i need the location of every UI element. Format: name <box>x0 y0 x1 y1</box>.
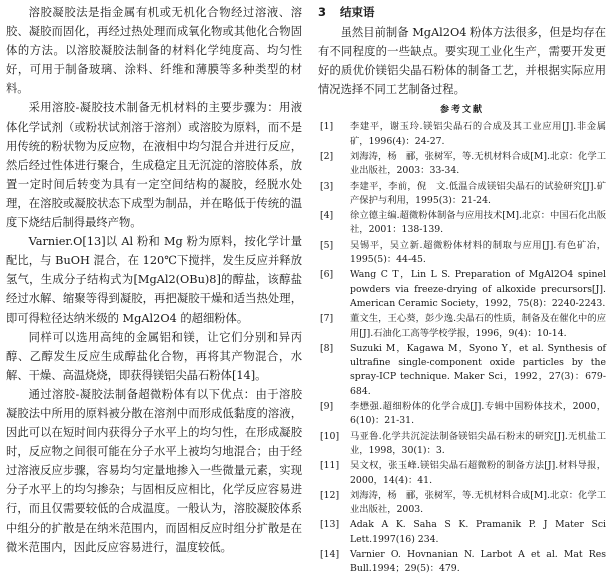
reference-number: [10] <box>320 430 340 442</box>
reference-number: [5] <box>320 239 334 251</box>
reference-text: Suzuki M，Kagawa M，Syono Y，et al. Synthesis of ultrafine single-component oxide particles by the spray-ICP technique. Maker Sci，1992，27(3)：679-684. <box>350 342 606 397</box>
reference-number: [7] <box>320 313 334 325</box>
reference-number: [4] <box>320 210 334 222</box>
section-title: 结束语 <box>340 5 375 19</box>
references-list <box>318 120 606 576</box>
reference-text: 李建平，李前，倪 文.低温合成镁铝尖晶石的试验研究[J].矿产保护与利用，1995(3)：21-24. <box>350 180 606 206</box>
reference-item <box>318 268 606 311</box>
reference-item <box>318 239 606 268</box>
reference-item <box>318 120 606 149</box>
reference-item <box>318 180 606 209</box>
paragraph-varnier-method: Varnier.O[13]以 Al 粉和 Mg 粉为原料，按化学计量配比，与 BuOH 混合，在 120℃下搅拌，发生反应并释放氢气，生成分子结构式为[MgAl2(OBu)8]的醇盐，该醇盐经过水解、缩聚等得到凝胶，再把凝胶干燥和适当热处理，即可得粒径达纳米级的 MgAl2O4 的超细粉体。 <box>6 235 302 325</box>
reference-item <box>318 459 606 488</box>
reference-text: Adak A K. Saha S K. Pramanik P. J Mater Sci Lett.1997(16) 234. <box>350 519 606 545</box>
reference-number: [3] <box>320 180 334 192</box>
reference-text: 吴文权，张玉峰.镁铝尖晶石超微粉的制备方法[J].材料导报，2000，14(4)：41. <box>350 460 606 486</box>
paragraph-advantages: 通过溶胶-凝胶法制备超微粉体有以下优点：由于溶胶凝胶法中所用的原料被分散在溶剂中而形成低黏度的溶液，因此可以在短时间内获得分子水平上的均匀性，在形成凝胶时，反应物之间很可能在分子水平上被均匀地混合；由于经过溶液反应步骤，容易均匀定量地掺入一些微量元素，实现分子水平上的均匀掺杂；与固相反应相比，化学反应容易进行，而且仅需要较低的合成温度。一般认为，溶胶凝胶体系中组分的扩散是在纳米范围内，而固相反应时组分扩散是在微米范围内，因此反应容易进行，温度较低。 <box>6 387 302 554</box>
section-heading <box>318 3 606 21</box>
paragraph-sol-gel-definition: 溶胶凝胶法是指金属有机或无机化合物经过溶液、溶胶、凝胶而固化，再经过热处理而成氧化物或其他化合物固体的方法。以溶胶凝胶法制备的材料化学纯度高、均匀性好，可用于制备玻璃、涂料、纤维和薄膜等多种类型的材料。 <box>6 6 302 96</box>
reference-item <box>318 209 606 238</box>
reference-text: 刘海涛，杨 郦，张树军，等.无机材料合成[M].北京：化学工业出版社，2003：33-34. <box>350 150 606 177</box>
reference-item <box>318 150 606 179</box>
left-column <box>6 3 302 557</box>
reference-item <box>318 518 606 547</box>
reference-text: 刘海涛，杨 郦，张树军，等.无机材料合成[M].北京：化学工业出版社，2003. <box>350 489 606 516</box>
reference-number: [12] <box>320 489 340 501</box>
reference-number: [2] <box>320 150 334 162</box>
paragraph-alkoxide-route: 同样可以选用高纯的金属铝和镁，让它们分别和异丙醇、乙醇发生反应生成醇盐化合物，再将其产物混合，水解、干燥、高温烧烧，即获得镁铝尖晶石粉体[14]。 <box>6 330 302 382</box>
reference-item <box>318 489 606 518</box>
reference-item <box>318 430 606 459</box>
reference-item <box>318 400 606 429</box>
reference-number: [13] <box>320 519 340 531</box>
reference-text: 马亚鲁.化学共沉淀法制备镁铝尖晶石粉末的研究[J].无机盐工业，1998，30(1)：3. <box>350 430 606 456</box>
reference-text: 吴锡平，吴立新.超微粉体材料的制取与应用[J].有色矿冶，1995(5)：44-45. <box>350 239 606 266</box>
reference-item <box>318 342 606 399</box>
section-number: 3 <box>318 5 327 19</box>
reference-number: [14] <box>320 548 340 560</box>
reference-item <box>318 548 606 577</box>
reference-text: 徐立德主编.超微粉体制备与应用技术[M].北京：中国石化出版社，2001：138-139. <box>350 210 606 236</box>
references-title: 参考文献 <box>439 105 484 116</box>
reference-text: Varnier O. Hovnanian N. Larbot A et al. Mat Res Bull.1994；29(5)：479. <box>350 548 606 575</box>
reference-number: [9] <box>320 401 334 413</box>
reference-item <box>318 312 606 341</box>
reference-text: 李建平，谢玉玲.镁铝尖晶石的合成及其工业应用[J].非金属矿，1996(4)：24-27. <box>350 121 606 147</box>
reference-number: [11] <box>320 460 340 472</box>
paragraph-sol-gel-steps: 采用溶胶-凝胶技术制备无机材料的主要步骤为：用液体化学试剂（或粉状试剂溶于溶剂）或溶胶为原料，而不是用传统的粉状物为反应物，在液相中均匀混合并进行反应，然后经过性体进行聚合，生成稳定且无沉淀的溶胶体系，放置一定时间后转变为具有一定空间结构的凝胶，经脱水处理，在溶胶或凝胶状态下成型为制品，并在略低于传统的温度下烧结后制得最终产物。 <box>6 101 302 230</box>
right-column <box>318 3 606 578</box>
reference-text: 李懋强.超细粉体的化学合成[J].专辑中国粉体技术，2000，6(10)：21-31. <box>350 401 606 427</box>
reference-number: [1] <box>320 121 334 133</box>
conclusion-paragraph: 虽然目前制备 MgAl2O4 粉体方法很多，但是均存在有不同程度的一些缺点。要实现工业化生产，需要开发更好的质优价镁铝尖晶石粉体的制备工艺，并根据实际应用情况选择不同工艺制备过程。 <box>318 26 606 97</box>
reference-number: [6] <box>320 269 334 281</box>
reference-number: [8] <box>320 342 334 354</box>
reference-text: 董文生，王心葵，彭少逸.尖晶石的性质，制备及在催化中的应用[J].石油化工高等学校学报，1996，9(4)：10-14. <box>350 313 606 339</box>
reference-text: Wang C T，Lin L S. Preparation of MgAl2O4 spinel powders via freeze-drying of alkoxide precursors[J]. American Ceramic Society，1992，75(8)：2240-2243. <box>350 269 606 309</box>
